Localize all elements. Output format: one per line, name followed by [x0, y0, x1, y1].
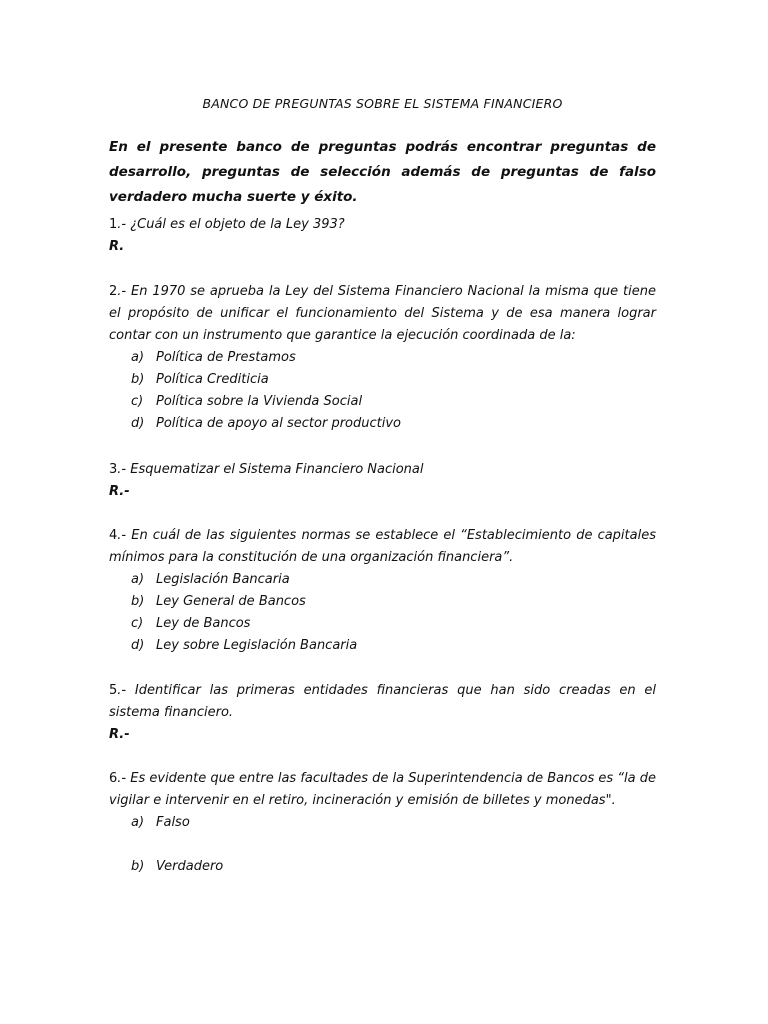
- option-letter: d): [131, 638, 145, 653]
- question-text: .- ¿Cuál es el objeto de la Ley 393?: [117, 217, 345, 232]
- answer-line: R.-: [109, 484, 130, 499]
- option-text: Verdadero: [156, 859, 224, 874]
- option-letter: b): [131, 372, 145, 387]
- option-c: [131, 391, 656, 413]
- option-b: [131, 591, 656, 613]
- option-text: Ley General de Bancos: [156, 594, 306, 609]
- options-list: [109, 347, 656, 435]
- option-letter: a): [131, 350, 145, 365]
- question-5: [109, 680, 656, 746]
- option-text: Política Crediticia: [156, 372, 269, 387]
- question-number: 6: [109, 771, 118, 786]
- question-3: [109, 459, 656, 503]
- options-list: [109, 569, 656, 657]
- option-text: Ley de Bancos: [156, 616, 251, 631]
- option-letter: a): [131, 572, 145, 587]
- question-number: 5: [109, 683, 118, 698]
- option-b: [131, 856, 656, 878]
- option-a: [131, 569, 656, 591]
- options-list: [109, 812, 656, 878]
- question-text: .- En 1970 se aprueba la Ley del Sistema Financiero Nacional la misma que tiene el propósito de unificar el funcionamiento del Sistema y de esa manera lograr contar con un instrumento que garantice la ejecución coordinada de la:: [109, 284, 656, 343]
- question-text: .- Identificar las primeras entidades financieras que han sido creadas en el sistema financiero.: [109, 683, 656, 720]
- question-4: [109, 525, 656, 657]
- option-text: Política sobre la Vivienda Social: [156, 394, 363, 409]
- option-letter: b): [131, 594, 145, 609]
- option-text: Política de Prestamos: [156, 350, 296, 365]
- question-text: .- En cuál de las siguientes normas se establece el “Establecimiento de capitales mínimos para la constitución de una organización financiera”.: [109, 528, 656, 565]
- option-letter: d): [131, 416, 145, 431]
- question-number: 2: [109, 284, 118, 299]
- question-number: 1: [109, 217, 118, 232]
- option-letter: c): [131, 394, 144, 409]
- document-intro: En el presente banco de preguntas podrás encontrar preguntas de desarrollo, preguntas de selección además de preguntas de falso verdadero mucha suerte y éxito.: [109, 139, 656, 205]
- answer-line: R.: [109, 239, 125, 254]
- question-text: .- Es evidente que entre las facultades de la Superintendencia de Bancos es “la de vigilar e intervenir en el retiro, incineración y emisión de billetes y monedas".: [109, 771, 656, 808]
- question-6: [109, 768, 656, 878]
- answer-line: R.-: [109, 727, 130, 742]
- question-number: 3: [109, 462, 118, 477]
- option-b: [131, 369, 656, 391]
- option-letter: c): [131, 616, 144, 631]
- question-2: [109, 281, 656, 435]
- option-text: Ley sobre Legislación Bancaria: [156, 638, 358, 653]
- option-d: [131, 413, 656, 435]
- option-text: Falso: [156, 815, 190, 830]
- option-text: Legislación Bancaria: [156, 572, 290, 587]
- question-number: 4: [109, 528, 118, 543]
- question-1: [109, 214, 656, 258]
- question-text: .- Esquematizar el Sistema Financiero Nacional: [117, 462, 424, 477]
- document-title: BANCO DE PREGUNTAS SOBRE EL SISTEMA FINANCIERO: [202, 96, 563, 111]
- option-text: Política de apoyo al sector productivo: [156, 416, 402, 431]
- option-letter: a): [131, 815, 145, 830]
- option-a: [131, 812, 656, 834]
- option-letter: b): [131, 859, 145, 874]
- option-d: [131, 635, 656, 657]
- option-a: [131, 347, 656, 369]
- option-c: [131, 613, 656, 635]
